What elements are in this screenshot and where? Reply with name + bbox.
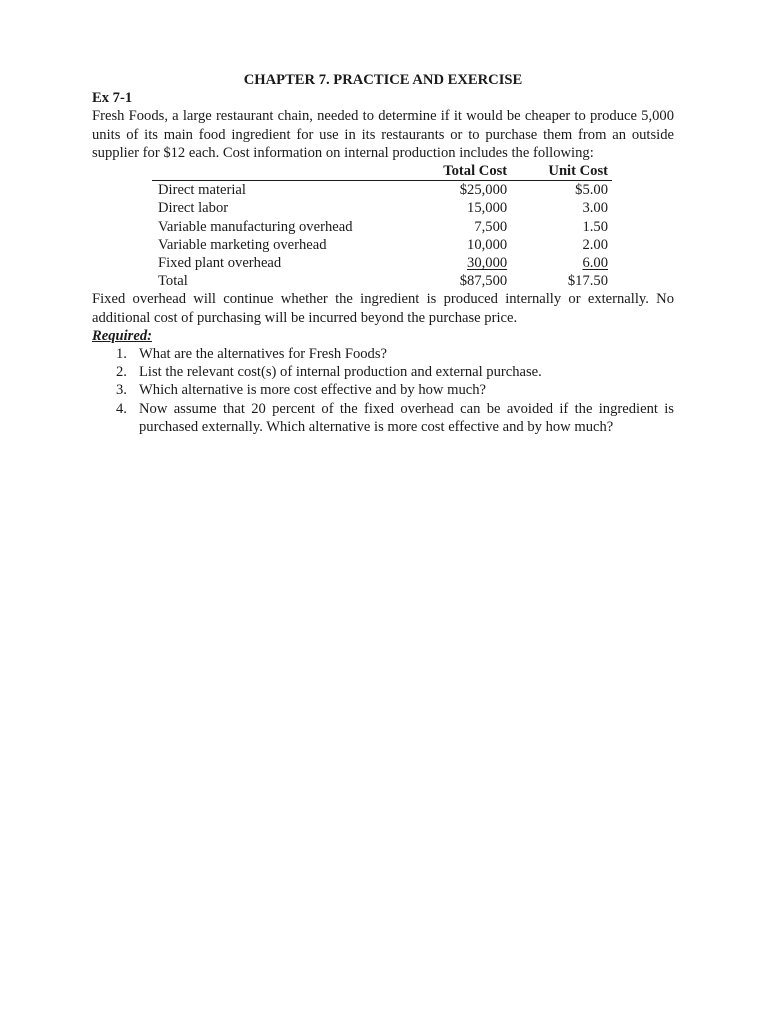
row-total-cost: 10,000	[467, 236, 508, 253]
table-row	[152, 218, 612, 236]
cost-table	[152, 162, 612, 290]
table-row	[152, 181, 612, 200]
row-total-cost: 30,000	[467, 255, 508, 272]
table-row-total	[152, 272, 612, 290]
question-text: Now assume that 20 percent of the fixed overhead can be avoided if the ingredient is purchased externally. Which alternative is more cost effective and by how much?	[139, 400, 674, 435]
total-cost-header: Total Cost	[402, 162, 507, 181]
question-number: 3.	[116, 382, 127, 399]
intro-paragraph: Fresh Foods, a large restaurant chain, needed to determine if it would be cheaper to produce 5,000 units of its main food ingredient for use in its restaurants or to purchase them from an outside supplier for $12 each. Cost information on internal production includes the following:	[92, 108, 674, 161]
list-item	[92, 363, 674, 381]
row-label: Variable marketing overhead	[158, 236, 327, 253]
exercise-heading: Ex 7-1	[92, 90, 133, 107]
row-label: Variable manufacturing overhead	[158, 218, 353, 235]
question-text: Which alternative is more cost effective and by how much?	[139, 382, 487, 399]
table-row	[152, 254, 612, 272]
row-unit-cell	[507, 254, 612, 272]
row-unit-cost: 3.00	[582, 200, 608, 217]
row-total-cost: $87,500	[459, 273, 508, 290]
question-number: 1.	[116, 346, 127, 363]
cost-table-header-blank	[152, 162, 402, 181]
question-text: List the relevant cost(s) of internal production and external purchase.	[139, 364, 542, 381]
questions-list	[92, 345, 674, 436]
row-label: Fixed plant overhead	[158, 255, 282, 272]
unit-cost-header: Unit Cost	[507, 162, 612, 181]
question-number: 2.	[116, 364, 127, 381]
row-unit-cost: $17.50	[567, 273, 608, 290]
row-total-cost: $25,000	[459, 182, 508, 199]
list-item	[92, 381, 674, 399]
cost-table-header-row	[152, 162, 612, 181]
chapter-title: CHAPTER 7. PRACTICE AND EXERCISE	[243, 72, 523, 88]
list-item	[92, 400, 674, 436]
row-unit-cost: 2.00	[582, 236, 608, 253]
row-unit-cost: 6.00	[582, 255, 608, 272]
row-label: Direct material	[158, 182, 246, 199]
row-unit-cost: $5.00	[575, 182, 608, 199]
question-number: 4.	[116, 400, 127, 417]
after-table-paragraph: Fixed overhead will continue whether the ingredient is produced internally or externally. No additional cost of purchasing will be incurred beyond the purchase price.	[92, 291, 674, 326]
row-unit-cost: 1.50	[582, 218, 608, 235]
question-text: What are the alternatives for Fresh Foods?	[139, 346, 388, 363]
row-label: Direct labor	[158, 200, 229, 217]
list-item	[92, 345, 674, 363]
required-heading: Required:	[92, 327, 152, 344]
table-row	[152, 236, 612, 254]
row-total-cost: 15,000	[467, 200, 508, 217]
row-total-cell	[402, 254, 507, 272]
table-row	[152, 199, 612, 217]
row-total-cost: 7,500	[474, 218, 508, 235]
document-content	[92, 71, 674, 436]
row-label: Total	[158, 273, 188, 290]
